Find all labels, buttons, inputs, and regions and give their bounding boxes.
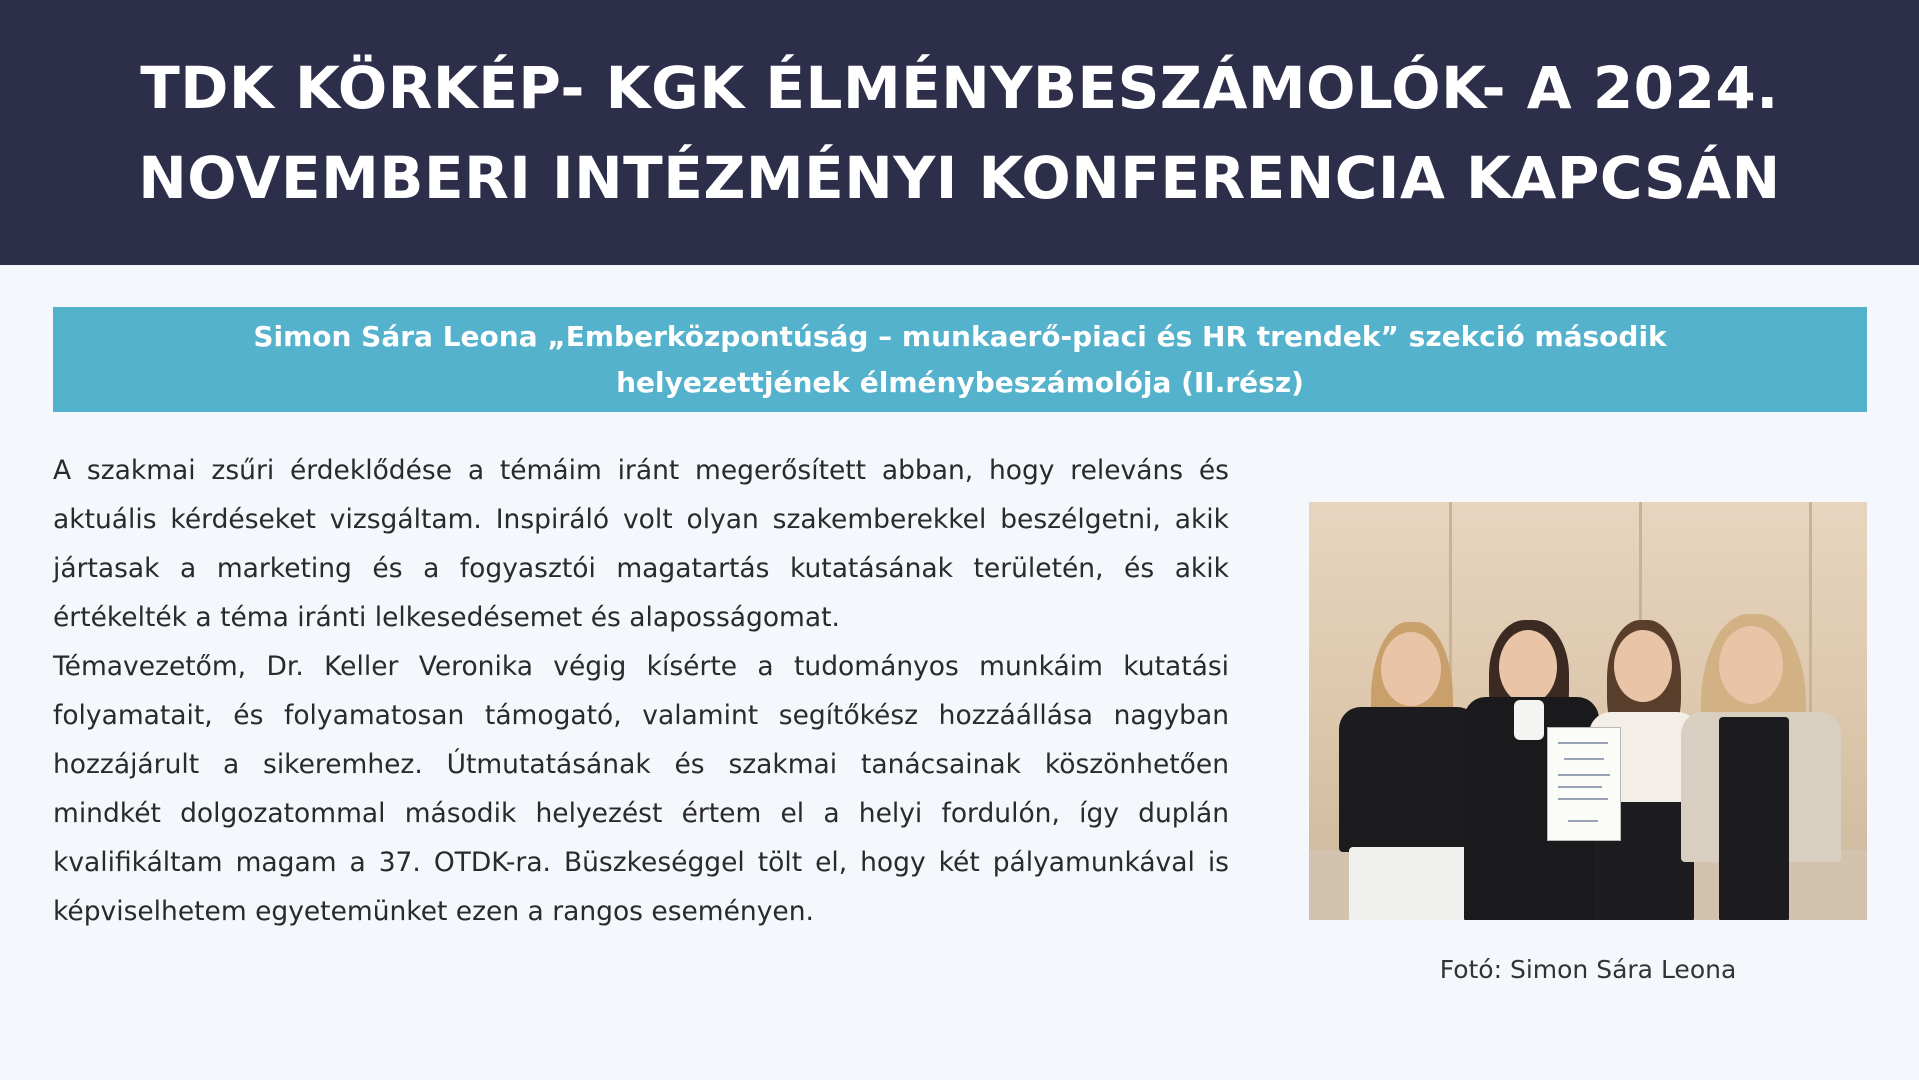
group-photo <box>1309 502 1867 920</box>
section-subtitle-banner <box>53 307 1867 412</box>
page-title <box>70 43 1850 223</box>
page-title-line1: TDK KÖRKÉP- KGK ÉLMÉNYBESZÁMOLÓK- A 2024. <box>140 53 1779 122</box>
subtitle-line1: Simon Sára Leona „Emberközpontúság – munkaerő-piaci és HR trendek” szekció második <box>253 319 1667 353</box>
article-body <box>53 446 1229 936</box>
page-title-line2: NOVEMBERI INTÉZMÉNYI KONFERENCIA KAPCSÁN <box>138 143 1781 212</box>
article-paragraph-1: A szakmai zsűri érdeklődése a témáim iránt megerősített abban, hogy releváns és aktuális kérdéseket vizsgáltam. Inspiráló volt olyan szakemberekkel beszélgetni, akik jártasak a marketing és a fogyasztói magatartás kutatásának területén, és akik értékelték a téma iránti lelkesedésemet és alaposságomat. <box>53 455 1229 633</box>
certificate-document <box>1547 727 1621 841</box>
photo-caption: Fotó: Simon Sára Leona <box>1439 955 1737 984</box>
page-header <box>0 0 1919 265</box>
article-paragraph-2: Témavezetőm, Dr. Keller Veronika végig kísérte a tudományos munkáim kutatási folyamatait, és folyamatosan támogató, valamint segítőkész hozzáállása nagyban hozzájárult a sikeremhez. Útmutatásának és szakmai tanácsainak köszönhetően mindkét dolgozatommal második helyezést értem el a helyi fordulón, így duplán kvalifikáltam magam a 37. OTDK-ra. Büszkeséggel tölt el, hogy két pályamunkával is képviselhetem egyetemünket ezen a rangos eseményen. <box>53 651 1229 927</box>
subtitle-line2: helyezettjének élménybeszámolója (II.rész) <box>616 365 1304 399</box>
section-subtitle <box>80 314 1840 406</box>
